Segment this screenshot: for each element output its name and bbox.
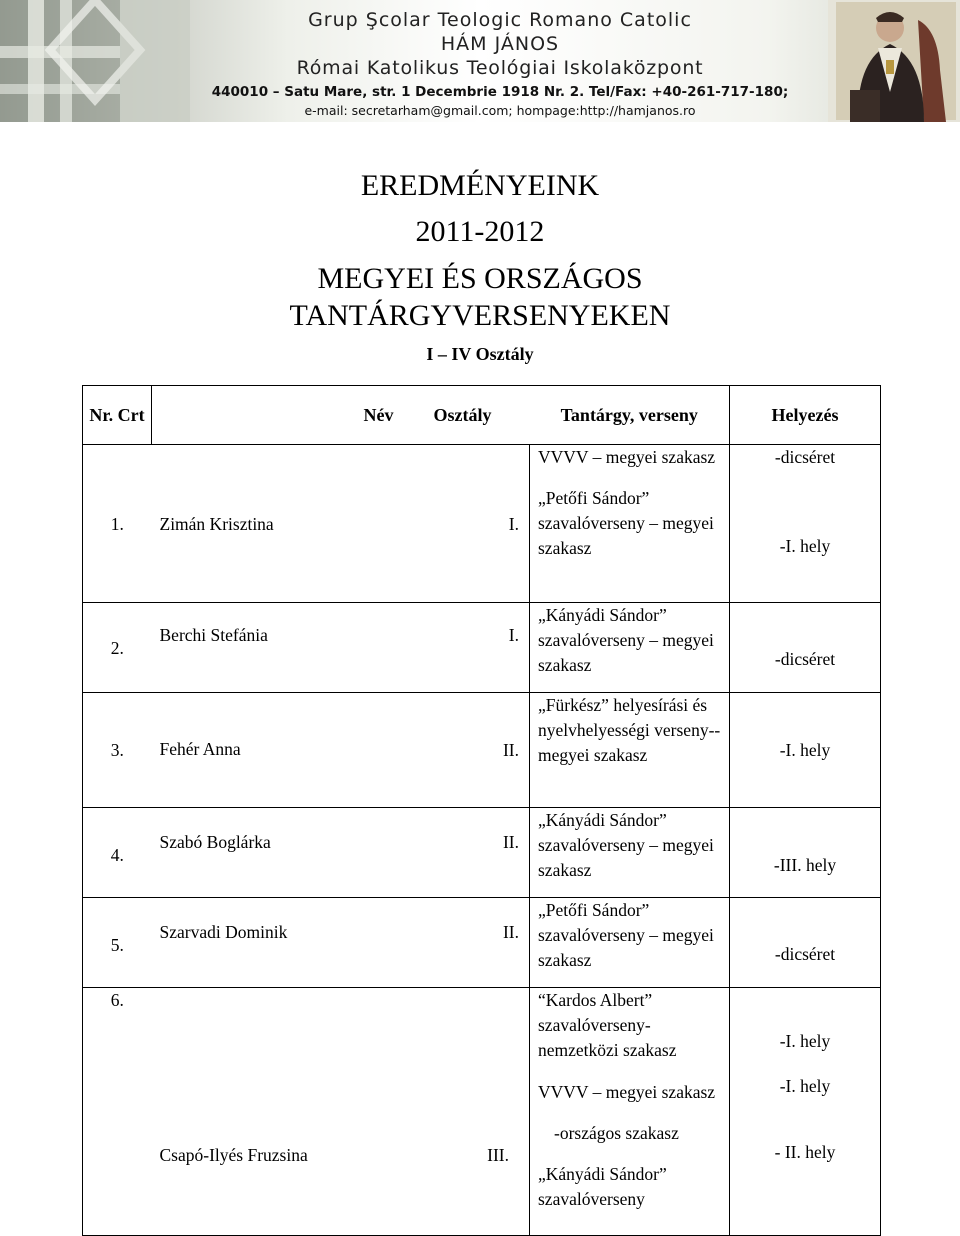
placement: -I. hely bbox=[779, 740, 831, 760]
class-range: I – IV Osztály bbox=[426, 344, 534, 364]
school-address: 440010 – Satu Mare, str. 1 Decembrie 1918 Nr. 2. Tel/Fax: +40-261-717-180; bbox=[211, 84, 789, 100]
student-name: Zimán Krisztina bbox=[159, 514, 274, 534]
student-class: I. bbox=[508, 625, 519, 645]
student-name: Csapó-Ilyés Fruzsina bbox=[159, 1145, 308, 1165]
placement: -I. hely bbox=[779, 1076, 831, 1096]
table-row bbox=[83, 603, 881, 693]
school-name-hungarian: Római Katolikus Teológiai Iskolaközpont bbox=[296, 57, 704, 79]
competition-name: “Kardos Albert” szavalóverseny- nemzetközi szakasz bbox=[538, 990, 677, 1060]
placement: -dicséret bbox=[774, 649, 836, 669]
competition-name: „Kányádi Sándor” szavalóverseny bbox=[538, 1164, 667, 1209]
student-name: Fehér Anna bbox=[159, 739, 241, 759]
table-row bbox=[83, 898, 881, 988]
placement: -I. hely bbox=[779, 536, 831, 556]
competition-name: „Fürkész” helyesírási és nyelvhelyességi verseny--megyei szakasz bbox=[538, 695, 721, 765]
competition-name: VVVV – megyei szakasz bbox=[538, 447, 716, 467]
table-row bbox=[83, 693, 881, 808]
school-header-banner bbox=[0, 0, 960, 122]
school-year: 2011-2012 bbox=[415, 215, 545, 248]
placement: -dicséret bbox=[774, 447, 836, 467]
bishop-portrait-icon bbox=[828, 0, 960, 122]
student-class: III. bbox=[487, 1145, 509, 1165]
student-class: I. bbox=[508, 514, 519, 534]
table-row bbox=[83, 445, 881, 603]
student-name: Berchi Stefánia bbox=[159, 625, 268, 645]
competition-name: „Petőfi Sándor” szavalóverseny – megyei szakasz bbox=[538, 900, 714, 970]
header-nr: Nr. Crt bbox=[83, 386, 152, 445]
page-title: EREDMÉNYEINK bbox=[360, 169, 600, 202]
decorative-logo-icon bbox=[0, 0, 190, 122]
table-header-row bbox=[83, 386, 881, 445]
competition-name: -országos szakasz bbox=[554, 1123, 679, 1143]
placement: -dicséret bbox=[774, 944, 836, 964]
subtitle-line-1: MEGYEI ÉS ORSZÁGOS bbox=[317, 262, 643, 295]
placement: -I. hely bbox=[779, 1031, 831, 1051]
row-number: 2. bbox=[110, 638, 124, 658]
row-number: 4. bbox=[110, 845, 124, 865]
table-row bbox=[83, 988, 881, 1236]
competition-name: „Petőfi Sándor” szavalóverseny – megyei szakasz bbox=[538, 488, 714, 558]
row-number: 5. bbox=[110, 935, 124, 955]
placement: - II. hely bbox=[774, 1142, 836, 1162]
header-place: Helyezés bbox=[730, 386, 881, 445]
student-class: II. bbox=[502, 740, 519, 760]
student-name: Szabó Boglárka bbox=[159, 832, 271, 852]
table-row bbox=[83, 808, 881, 898]
results-table bbox=[82, 385, 881, 1236]
header-subject: Tantárgy, verseny bbox=[530, 386, 730, 445]
student-name: Szarvadi Dominik bbox=[159, 922, 288, 942]
row-number: 6. bbox=[110, 990, 124, 1010]
competition-name: VVVV – megyei szakasz bbox=[538, 1082, 716, 1102]
school-contact: e-mail: secretarham@gmail.com; hompage:http://hamjanos.ro bbox=[304, 103, 696, 118]
placement: -III. hely bbox=[773, 855, 837, 875]
competition-name: „Kányádi Sándor” szavalóverseny – megyei szakasz bbox=[538, 810, 714, 880]
school-name-romanian: Grup Şcolar Teologic Romano Catolic bbox=[308, 9, 692, 31]
school-namesake: HÁM JÁNOS bbox=[440, 33, 560, 55]
row-number: 3. bbox=[110, 740, 124, 760]
row-number: 1. bbox=[110, 514, 124, 534]
header-class: Osztály bbox=[434, 386, 530, 445]
header-name: Név bbox=[152, 386, 434, 445]
student-class: II. bbox=[502, 922, 519, 942]
document-titles bbox=[0, 166, 960, 366]
subtitle-line-2: TANTÁRGYVERSENYEKEN bbox=[289, 299, 671, 332]
competition-name: „Kányádi Sándor” szavalóverseny – megyei szakasz bbox=[538, 605, 714, 675]
student-class: II. bbox=[502, 832, 519, 852]
